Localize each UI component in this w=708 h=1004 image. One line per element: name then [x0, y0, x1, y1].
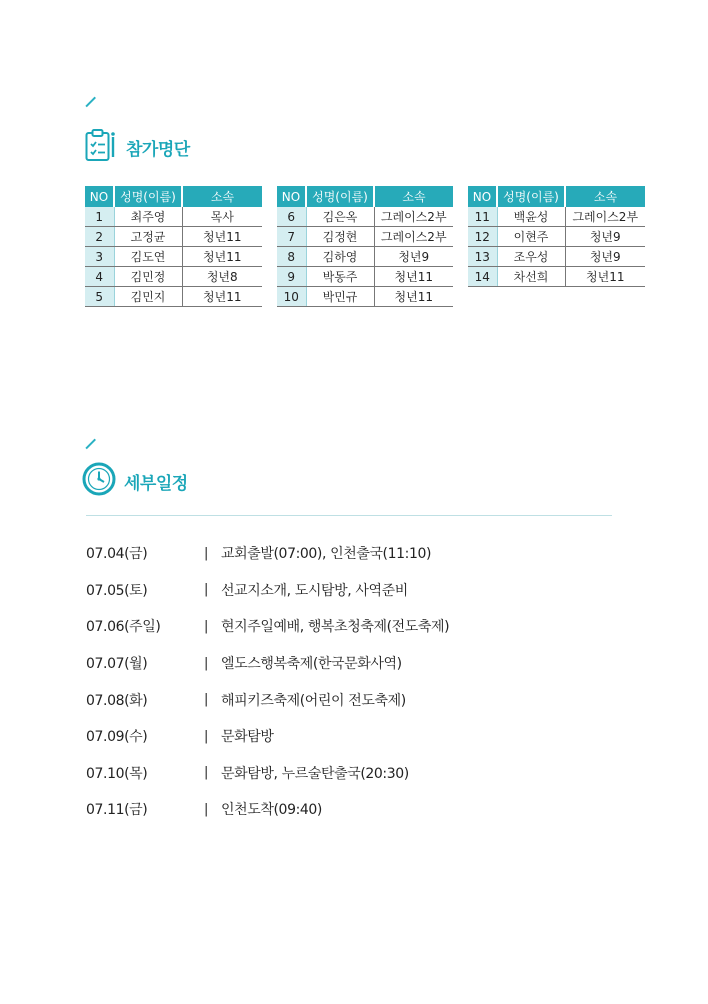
table-row: [277, 287, 453, 307]
row-no: 4: [85, 267, 114, 287]
schedule-activity: 인천도착(09:40): [221, 802, 322, 819]
schedule-activity: 해피키즈축제(어린이 전도축제): [221, 692, 406, 709]
schedule-activity: 문화탐방, 누르술탄출국(20:30): [221, 765, 409, 782]
schedule-separator: |: [204, 765, 208, 781]
schedule-date: 07.08(화): [86, 692, 148, 709]
row-no: 3: [85, 247, 114, 267]
schedule-activity: 교회출발(07:00), 인천출국(11:10): [221, 546, 432, 563]
schedule-activity: 현지주일예배, 행복초청축제(전도축제): [221, 619, 450, 636]
schedule-date: 07.05(토): [86, 582, 148, 599]
row-name: 고정균: [114, 227, 182, 247]
row-no: 1: [85, 207, 114, 227]
row-affiliation: 청년11: [182, 287, 262, 307]
row-affiliation: 청년11: [565, 267, 645, 287]
column-header-affiliation: 소속: [374, 186, 453, 207]
row-no: 14: [468, 267, 497, 287]
schedule-date: 07.04(금): [86, 546, 148, 563]
row-no: 7: [277, 227, 306, 247]
row-no: 11: [468, 207, 497, 227]
decorative-slash: [85, 439, 95, 449]
column-header-no: NO: [85, 186, 114, 207]
table-row: [277, 267, 453, 287]
table-row: [468, 207, 645, 227]
column-header-name: 성명(이름): [306, 186, 374, 207]
schedule-title: 세부일정: [124, 473, 188, 494]
participants-header: [84, 128, 190, 166]
row-no: 8: [277, 247, 306, 267]
row-affiliation: 청년9: [374, 247, 453, 267]
row-name: 김민정: [114, 267, 182, 287]
row-affiliation: 그레이스2부: [374, 207, 453, 227]
row-affiliation: 그레이스2부: [374, 227, 453, 247]
schedule-activity: 선교지소개, 도시탐방, 사역준비: [221, 582, 408, 599]
schedule-separator: |: [204, 801, 208, 817]
clipboard-checklist-icon: [84, 128, 118, 166]
row-no: 12: [468, 227, 497, 247]
row-affiliation: 청년11: [374, 287, 453, 307]
row-no: 5: [85, 287, 114, 307]
schedule-date: 07.11(금): [86, 802, 148, 819]
schedule-separator: |: [204, 728, 208, 744]
row-name: 김하영: [306, 247, 374, 267]
row-name: 최주영: [114, 207, 182, 227]
row-affiliation: 청년11: [182, 247, 262, 267]
column-header-affiliation: 소속: [565, 186, 645, 207]
row-name: 김도연: [114, 247, 182, 267]
row-name: 김은옥: [306, 207, 374, 227]
row-no: 10: [277, 287, 306, 307]
schedule-date: 07.09(수): [86, 729, 148, 746]
row-name: 박민규: [306, 287, 374, 307]
row-no: 13: [468, 247, 497, 267]
schedule-item: [86, 791, 606, 828]
participant-table-2: [277, 186, 453, 307]
row-name: 김민지: [114, 287, 182, 307]
row-affiliation: 그레이스2부: [565, 207, 645, 227]
row-affiliation: 청년8: [182, 267, 262, 287]
table-row: [85, 267, 262, 287]
table-row: [85, 227, 262, 247]
schedule-item: [86, 645, 606, 682]
table-row: [277, 247, 453, 267]
column-header-name: 성명(이름): [114, 186, 182, 207]
schedule-item: [86, 755, 606, 792]
row-no: 2: [85, 227, 114, 247]
schedule-separator: |: [204, 692, 208, 708]
schedule-date: 07.06(주일): [86, 619, 161, 636]
schedule-item: [86, 608, 606, 645]
row-affiliation: 청년11: [182, 227, 262, 247]
schedule-item: [86, 681, 606, 718]
row-affiliation: 청년9: [565, 227, 645, 247]
row-name: 백윤성: [497, 207, 565, 227]
row-affiliation: 청년11: [374, 267, 453, 287]
row-no: 9: [277, 267, 306, 287]
schedule-separator: |: [204, 582, 208, 598]
column-header-name: 성명(이름): [497, 186, 565, 207]
row-name: 조우성: [497, 247, 565, 267]
section-divider: [86, 515, 612, 516]
row-name: 김정현: [306, 227, 374, 247]
column-header-no: NO: [277, 186, 306, 207]
row-name: 이현주: [497, 227, 565, 247]
schedule-header: [82, 462, 188, 500]
table-row: [277, 207, 453, 227]
schedule-separator: |: [204, 545, 208, 561]
participants-title: 참가명단: [126, 139, 190, 160]
table-row: [85, 247, 262, 267]
row-name: 박동주: [306, 267, 374, 287]
schedule-separator: |: [204, 618, 208, 634]
schedule-list: [86, 535, 606, 828]
schedule-item: [86, 718, 606, 755]
participant-table-1: [85, 186, 262, 307]
table-row: [468, 227, 645, 247]
row-affiliation: 청년9: [565, 247, 645, 267]
column-header-no: NO: [468, 186, 497, 207]
clock-icon: [82, 462, 116, 500]
row-no: 6: [277, 207, 306, 227]
schedule-date: 07.10(목): [86, 765, 148, 782]
decorative-slash: [85, 97, 95, 107]
table-row: [277, 227, 453, 247]
schedule-item: [86, 535, 606, 572]
table-row: [468, 247, 645, 267]
table-row: [85, 287, 262, 307]
schedule-date: 07.07(월): [86, 656, 148, 673]
schedule-activity: 엘도스행복축제(한국문화사역): [221, 656, 402, 673]
table-row: [85, 207, 262, 227]
table-row: [468, 267, 645, 287]
schedule-activity: 문화탐방: [221, 729, 274, 746]
row-name: 차선희: [497, 267, 565, 287]
row-affiliation: 목사: [182, 207, 262, 227]
schedule-separator: |: [204, 655, 208, 671]
participant-table-3: [468, 186, 645, 287]
column-header-affiliation: 소속: [182, 186, 262, 207]
schedule-item: [86, 572, 606, 609]
